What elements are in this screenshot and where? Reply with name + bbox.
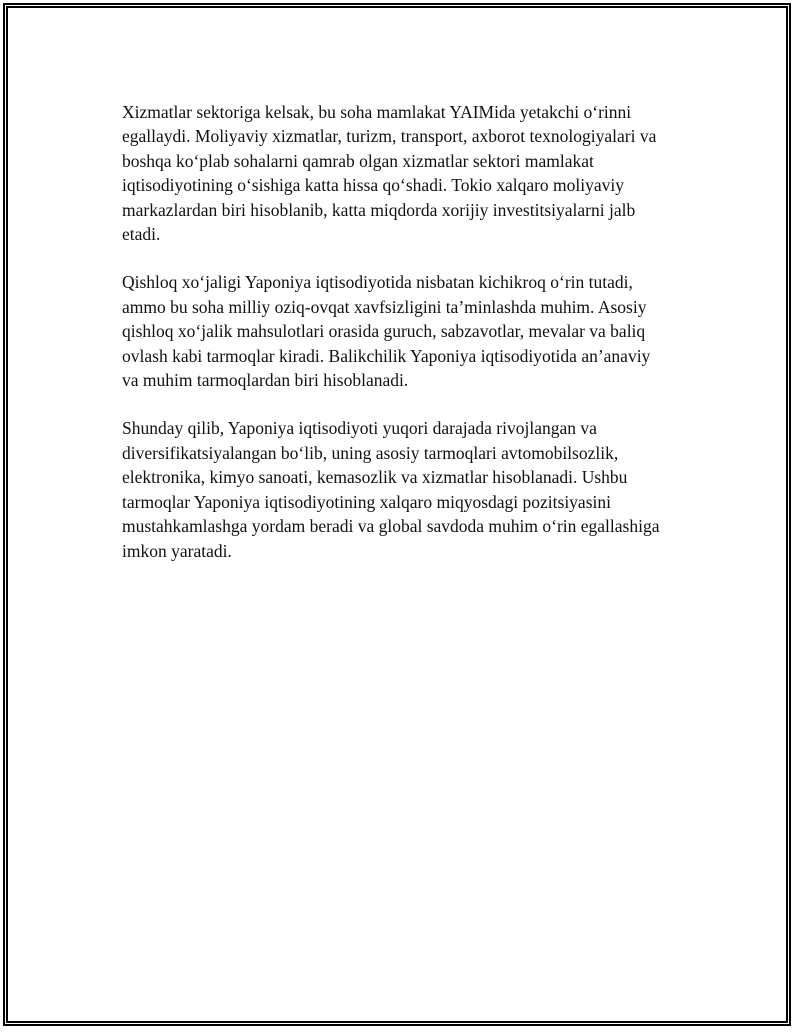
paragraph-conclusion (122, 416, 698, 562)
paragraph-agriculture (122, 270, 698, 392)
text-line: ammo bu soha milliy oziq-ovqat xavfsizligini ta’minlashda muhim. Asosiy (122, 296, 647, 317)
text-line: Xizmatlar sektoriga kelsak, bu soha mamlakat YAIMida yetakchi o‘rinni (122, 102, 632, 122)
text-line: Shunday qilib, Yaponiya iqtisodiyoti yuqori darajada rivojlangan va (122, 418, 597, 439)
text-line: boshqa ko‘plab sohalarni qamrab olgan xizmatlar sektori mamlakat (122, 150, 594, 171)
paragraph-services-sector (122, 100, 698, 246)
document-page (3, 3, 791, 1026)
text-line: tarmoqlar Yaponiya iqtisodiyotining xalqaro miqyosdagi pozitsiyasini (122, 491, 611, 512)
text-line: etadi. (122, 224, 161, 245)
text-line: imkon yaratadi. (122, 540, 232, 561)
text-line: mustahkamlashga yordam beradi va global savdoda muhim o‘rin egallashiga (122, 516, 660, 537)
text-line: ovlash kabi tarmoqlar kiradi. Balikchilik Yaponiya iqtisodiyotida an’anaviy (122, 345, 651, 366)
text-line: egallaydi. Moliyaviy xizmatlar, turizm, transport, axborot texnologiyalari va (122, 126, 657, 147)
document-body (122, 100, 698, 587)
text-line: iqtisodiyotining o‘sishiga katta hissa qo‘shadi. Tokio xalqaro moliyaviy (122, 175, 625, 196)
text-line: elektronika, kimyo sanoati, kemasozlik va xizmatlar hisoblanadi. Ushbu (122, 467, 628, 488)
text-line: markazlardan biri hisoblanib, katta miqdorda xorijiy investitsiyalarni jalb (122, 199, 636, 220)
text-line: diversifikatsiyalangan bo‘lib, uning asosiy tarmoqlari avtomobilsozlik, (122, 442, 619, 463)
text-line: Qishloq xo‘jaligi Yaponiya iqtisodiyotida nisbatan kichikroq o‘rin tutadi, (122, 272, 633, 293)
text-line: va muhim tarmoqlardan biri hisoblanadi. (122, 370, 409, 391)
text-line: qishloq xo‘jalik mahsulotlari orasida guruch, sabzavotlar, mevalar va baliq (122, 321, 646, 342)
